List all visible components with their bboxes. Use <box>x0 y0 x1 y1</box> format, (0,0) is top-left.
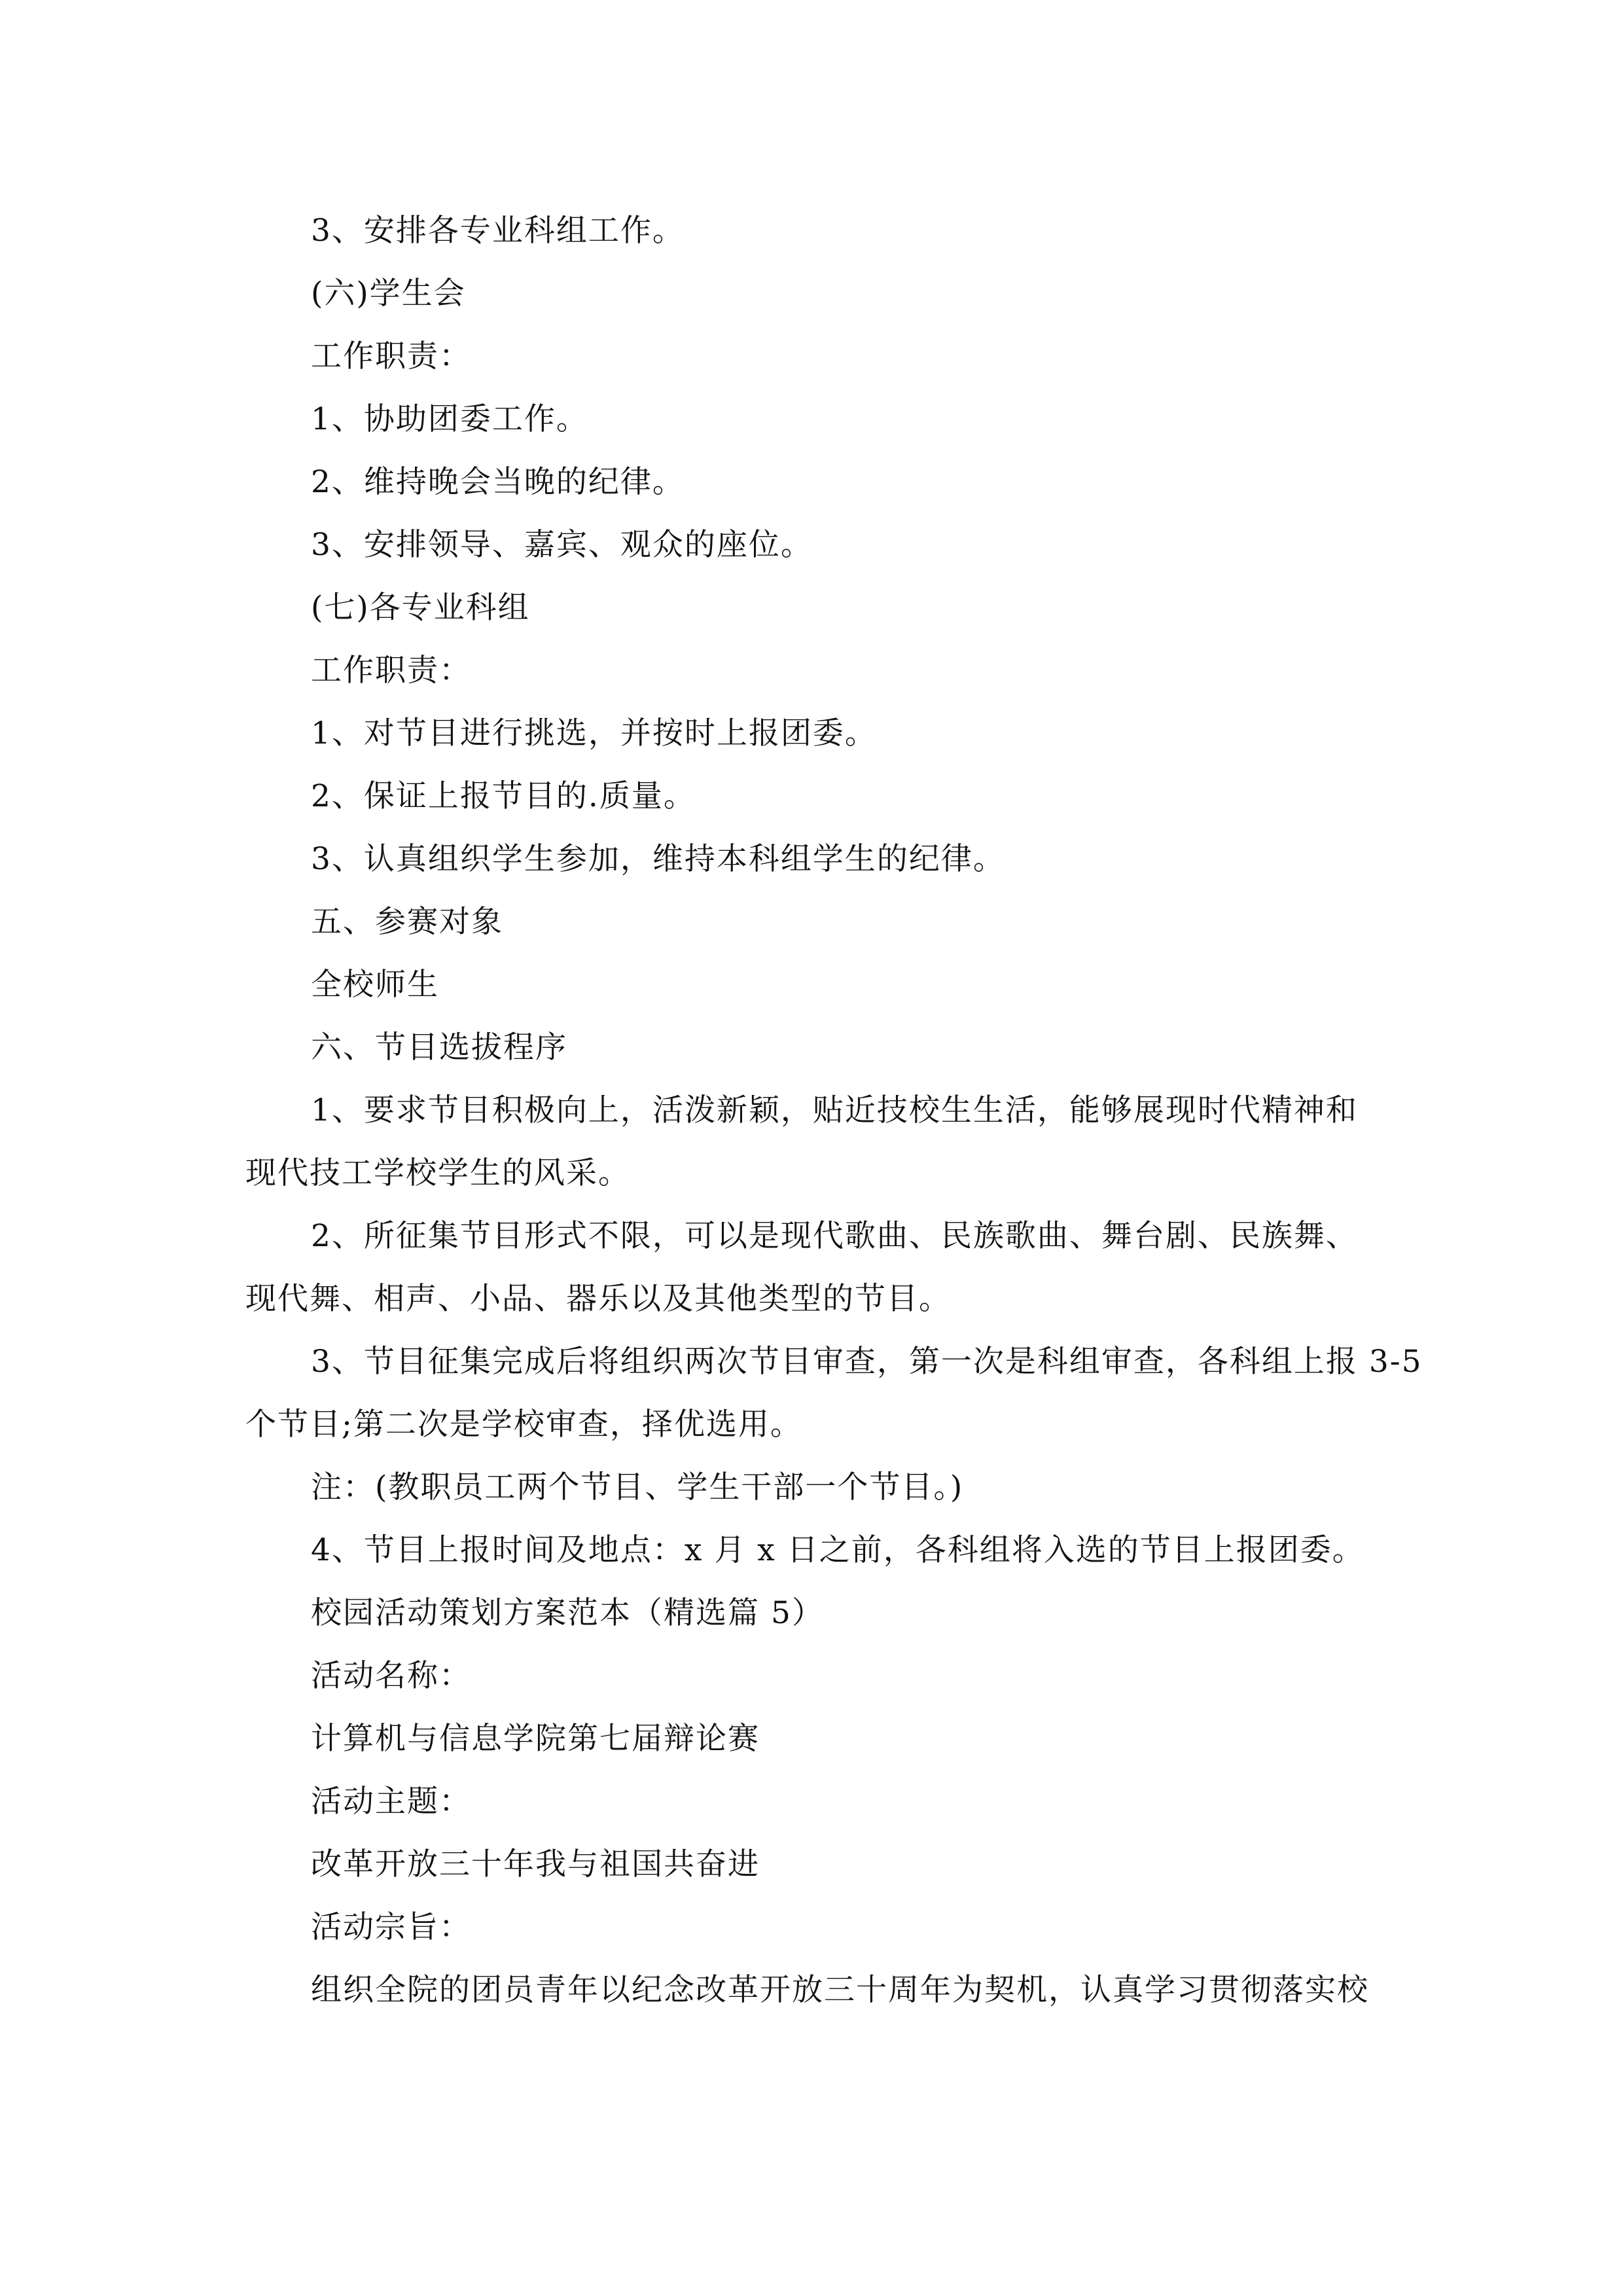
paragraph-requirement-2 <box>245 1205 1381 1331</box>
list-item-submission-time: 4、节目上报时间及地点：x 月 x 日之前，各科组将入选的节目上报团委。 <box>311 1532 1364 1568</box>
note-text: 注：(教职员工两个节目、学生干部一个节目。) <box>311 1469 964 1505</box>
activity-purpose-text: 组织全院的团员青年以纪念改革开放三十周年为契机，认真学习贯彻落实校 <box>311 1972 1369 2008</box>
duties-label: 工作职责： <box>311 653 471 689</box>
activity-theme-value: 改革开放三十年我与祖国共奋进 <box>311 1846 760 1882</box>
list-item-organize-students: 3、认真组织学生参加，维持本科组学生的纪律。 <box>311 841 1005 877</box>
activity-theme-label: 活动主题： <box>311 1784 471 1820</box>
paragraph-line: 现代舞、相声、小品、器乐以及其他类型的节目。 <box>245 1281 951 1317</box>
section-title-template-5: 校园活动策划方案范本（精选篇 5） <box>311 1595 824 1631</box>
participants-text: 全校师生 <box>311 967 439 1003</box>
list-item-maintain-discipline: 2、维持晚会当晚的纪律。 <box>311 464 685 500</box>
document-body <box>245 200 1423 2022</box>
list-item-select-programs: 1、对节目进行挑选，并按时上报团委。 <box>311 715 877 751</box>
duties-label: 工作职责： <box>311 338 471 374</box>
paragraph-line: 1、要求节目积极向上，活泼新颖，贴近技校生生活，能够展现时代精神和 <box>311 1092 1358 1128</box>
section-heading-student-union: (六)学生会 <box>311 276 466 312</box>
paragraph-line: 3、节目征集完成后将组织两次节目审查，第一次是科组审查，各科组上报 3-5 <box>311 1344 1423 1380</box>
activity-name-label: 活动名称： <box>311 1658 471 1694</box>
section-heading-selection-procedure: 六、节目选拔程序 <box>311 1030 567 1066</box>
paragraph-line: 现代技工学校学生的风采。 <box>245 1155 630 1191</box>
paragraph-line: 个节目;第二次是学校审查，择优选用。 <box>245 1407 802 1443</box>
section-heading-specialty-groups: (七)各专业科组 <box>311 590 530 626</box>
list-item-arrange-groups: 3、安排各专业科组工作。 <box>311 213 685 249</box>
paragraph-line: 2、所征集节目形式不限，可以是现代歌曲、民族歌曲、舞台剧、民族舞、 <box>311 1218 1358 1254</box>
list-item-arrange-seats: 3、安排领导、嘉宾、观众的座位。 <box>311 527 813 563</box>
activity-name-value: 计算机与信息学院第七届辩论赛 <box>311 1721 760 1757</box>
section-heading-participants: 五、参赛对象 <box>311 904 503 940</box>
paragraph-requirement-3 <box>245 1331 1423 1456</box>
list-item-assist-league: 1、协助团委工作。 <box>311 401 588 437</box>
activity-purpose-label: 活动宗旨： <box>311 1909 471 1945</box>
paragraph-requirement-1 <box>245 1079 1381 1205</box>
list-item-ensure-quality: 2、保证上报节目的.质量。 <box>311 778 696 814</box>
